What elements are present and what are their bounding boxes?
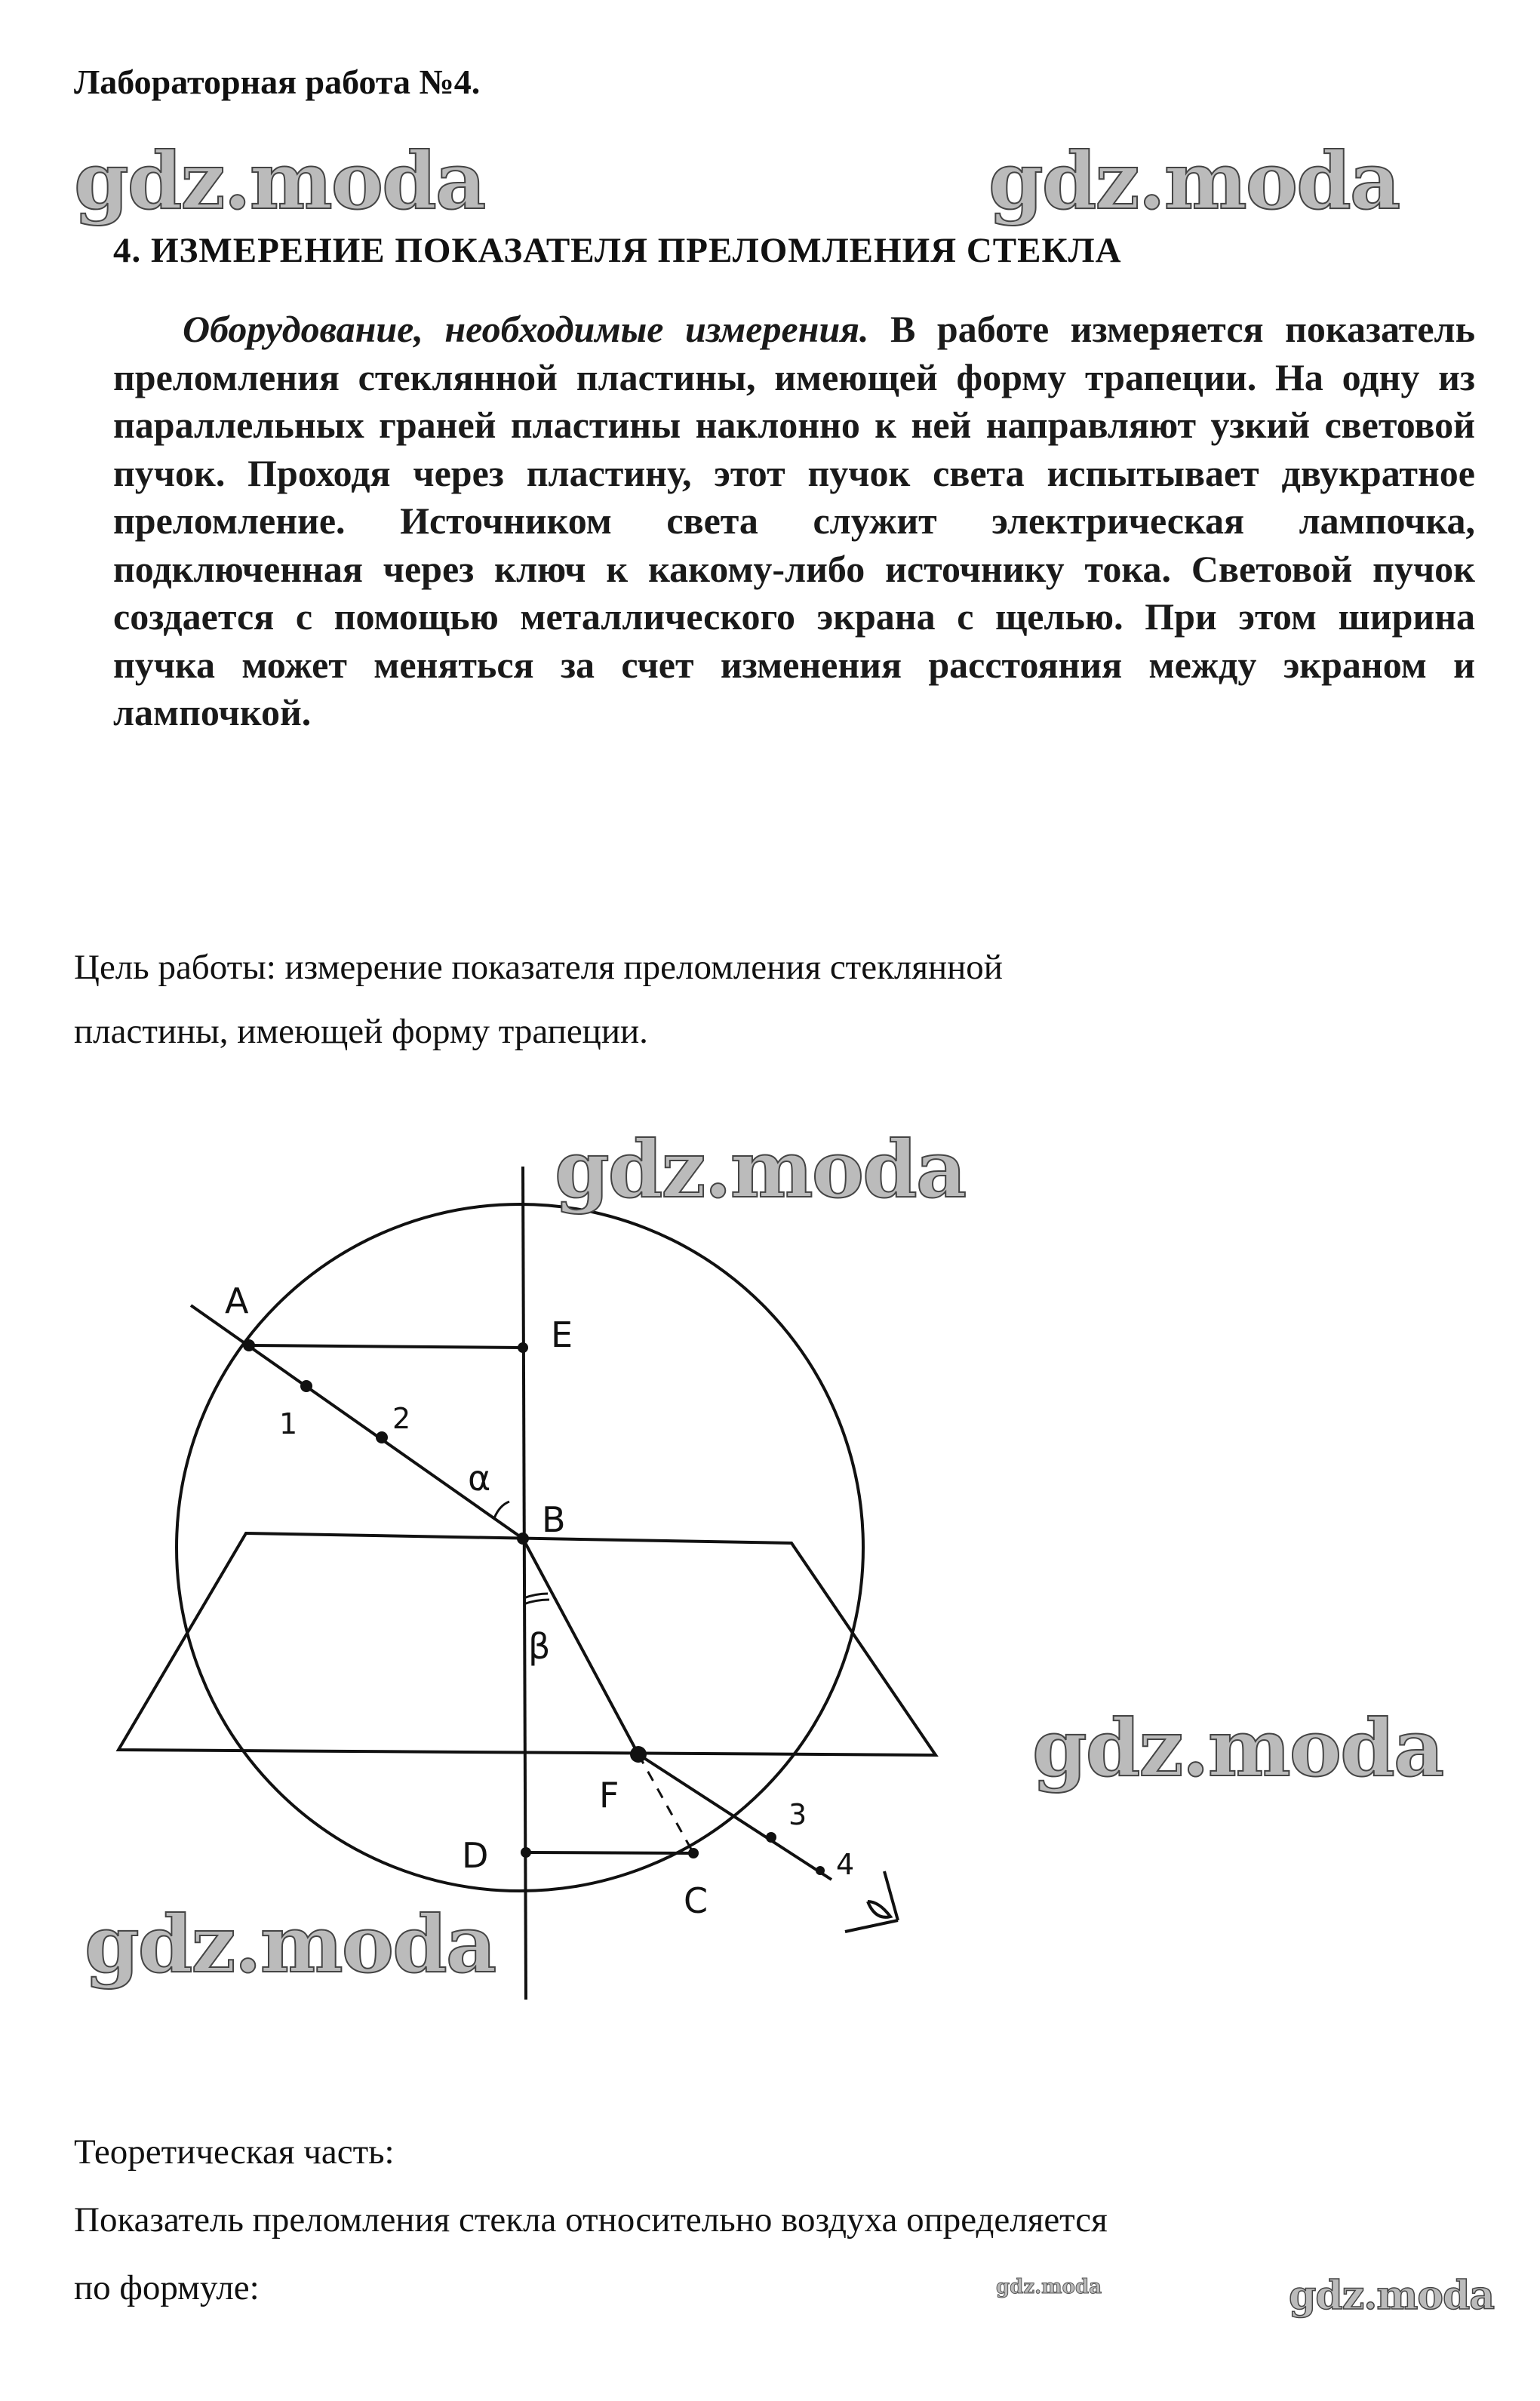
label-A: A <box>225 1280 249 1321</box>
dashed-FC <box>638 1754 693 1853</box>
page-title: Лабораторная работа №4. <box>74 63 481 101</box>
theory-line-2: по формуле: <box>74 2268 260 2307</box>
label-B: B <box>542 1499 566 1540</box>
goal-line-2: пластины, имеющей форму трапеции. <box>74 1012 648 1051</box>
label-4: 4 <box>836 1848 855 1881</box>
watermark: gdz.moda <box>988 134 1400 227</box>
scan-lead: Оборудование, необходимые измерения. <box>183 308 869 350</box>
watermark: gdz.moda <box>996 2276 1102 2298</box>
watermark: gdz.moda <box>85 1898 496 1991</box>
alpha-arc <box>494 1502 509 1518</box>
scan-body: В работе измеряется показатель преломления стеклянной пластины, имеющей форму трапеции. На одну из параллельных граней пластины наклонно к ней направляют узкий световой пучок. Проходя через пластину, этот пучок света испытывает двукратное преломление. Источником света служит электрическая лампочка, подключенная через ключ к какому-либо источнику тока. Световой пучок создается с помощью металлического экрана с щелью. При этом ширина пучка может меняться за счет изменения расстояния между экраном и лампочкой. <box>113 308 1476 733</box>
watermark: gdz.moda <box>1032 1702 1443 1794</box>
segment-DC <box>526 1852 693 1853</box>
glass-trapezoid <box>118 1533 936 1755</box>
label-alpha: α <box>468 1458 491 1499</box>
segment-AE <box>249 1345 523 1348</box>
circle <box>177 1204 863 1891</box>
label-beta: β <box>528 1626 551 1667</box>
label-E: E <box>551 1314 573 1355</box>
normal-line <box>523 1167 526 2000</box>
beta-arc <box>524 1594 549 1604</box>
theory-line-1: Показатель преломления стекла относительно воздуха определяется <box>74 2200 1108 2240</box>
label-2: 2 <box>392 1402 411 1435</box>
label-C: C <box>684 1880 709 1921</box>
watermark: gdz.moda <box>555 1123 966 1216</box>
label-F: F <box>599 1775 619 1815</box>
watermark: gdz.moda <box>1289 2273 1495 2319</box>
label-3: 3 <box>788 1798 807 1831</box>
incident-ray <box>191 1305 523 1539</box>
theory-heading: Теоретическая часть: <box>74 2132 395 2172</box>
label-D: D <box>462 1835 489 1876</box>
watermark: gdz.moda <box>74 134 485 227</box>
scan-heading: 4. ИЗМЕРЕНИЕ ПОКАЗАТЕЛЯ ПРЕЛОМЛЕНИЯ СТЕКЛА <box>113 231 1122 270</box>
goal-line-1: Цель работы: измерение показателя преломления стеклянной <box>74 948 1003 987</box>
label-1: 1 <box>279 1407 298 1440</box>
